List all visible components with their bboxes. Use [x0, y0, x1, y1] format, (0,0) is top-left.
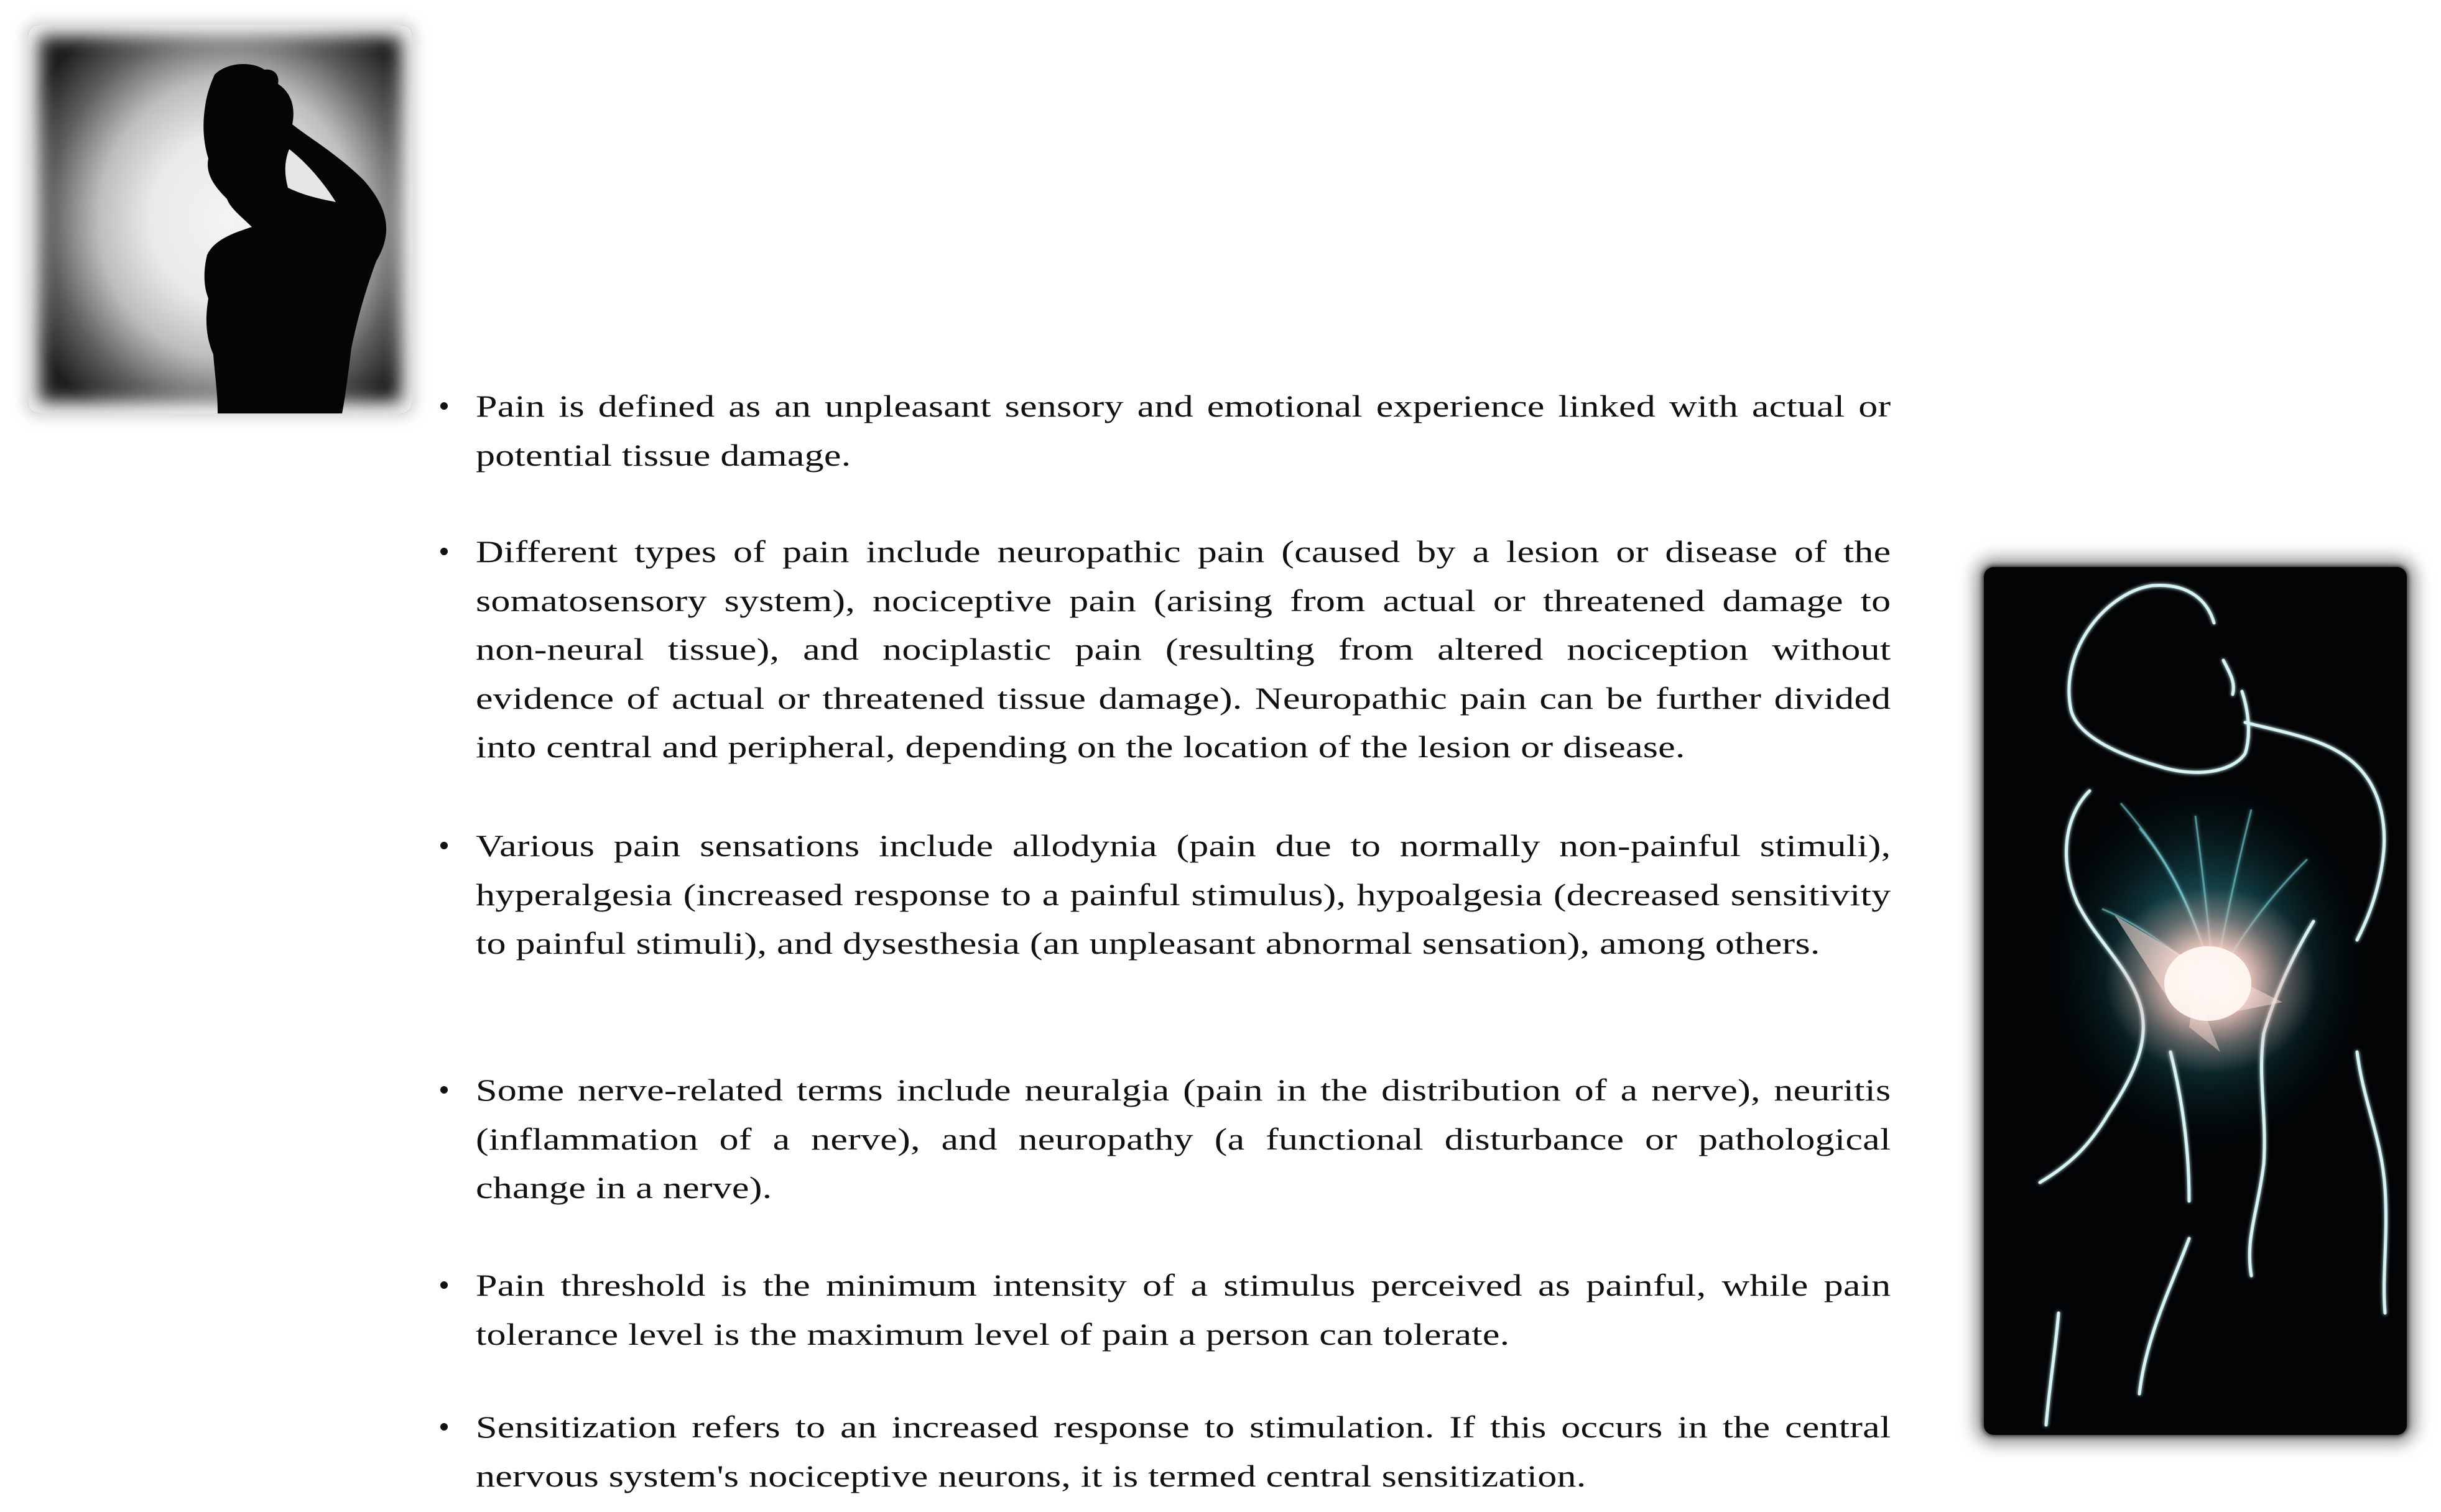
bullet-text: Different types of pain include neuropathic pain (caused by a lesion or disease of the somatosensory system), nociceptive pain (arising from actual or threatened damage to non-neural tissue), and nociplastic pain (resulting from altered nociception without evidence of actual or threatened tissue damage). Neuropathic pain can be further divided into central and peripheral, depending on the location of the lesion or disease. — [476, 534, 1891, 764]
bullet-icon — [440, 1086, 448, 1094]
figure-silhouette-headache — [28, 25, 412, 413]
pain-burst — [2105, 887, 2317, 1074]
bullet-text: Various pain sensations include allodynia (pain due to normally non-painful stimuli), hyperalgesia (increased response to a painful stimulus), hypoalgesia (decreased sensitivity to painful stimuli), and dysesthesia (an unpleasant abnormal sensation), among others. — [476, 828, 1891, 961]
figure-glowing-pain-body — [1984, 567, 2407, 1435]
bullet-text: Sensitization refers to an increased response to stimulation. If this occurs in the central nervous system's nociceptive neurons, it is termed central sensitization. — [476, 1409, 1891, 1493]
bullet-text: Some nerve-related terms include neuralgia (pain in the distribution of a nerve), neuritis (inflammation of a nerve), and neuropathy (a functional disturbance or pathological change in a nerve). — [476, 1072, 1891, 1205]
bullet-text: Pain is defined as an unpleasant sensory and emotional experience linked with actual or potential tissue damage. — [476, 389, 1891, 472]
bullet-icon — [440, 1281, 448, 1289]
silhouette-icon — [28, 25, 412, 413]
bullet-icon — [440, 842, 448, 849]
bullet-icon — [440, 402, 448, 410]
bullet-text: Pain threshold is the minimum intensity of a stimulus perceived as painful, while pain tolerance level is the maximum level of pain a person can tolerate. — [476, 1268, 1891, 1352]
glowing-body-icon — [1984, 567, 2407, 1435]
bullet-icon — [440, 1423, 448, 1431]
bullet-icon — [440, 548, 448, 555]
